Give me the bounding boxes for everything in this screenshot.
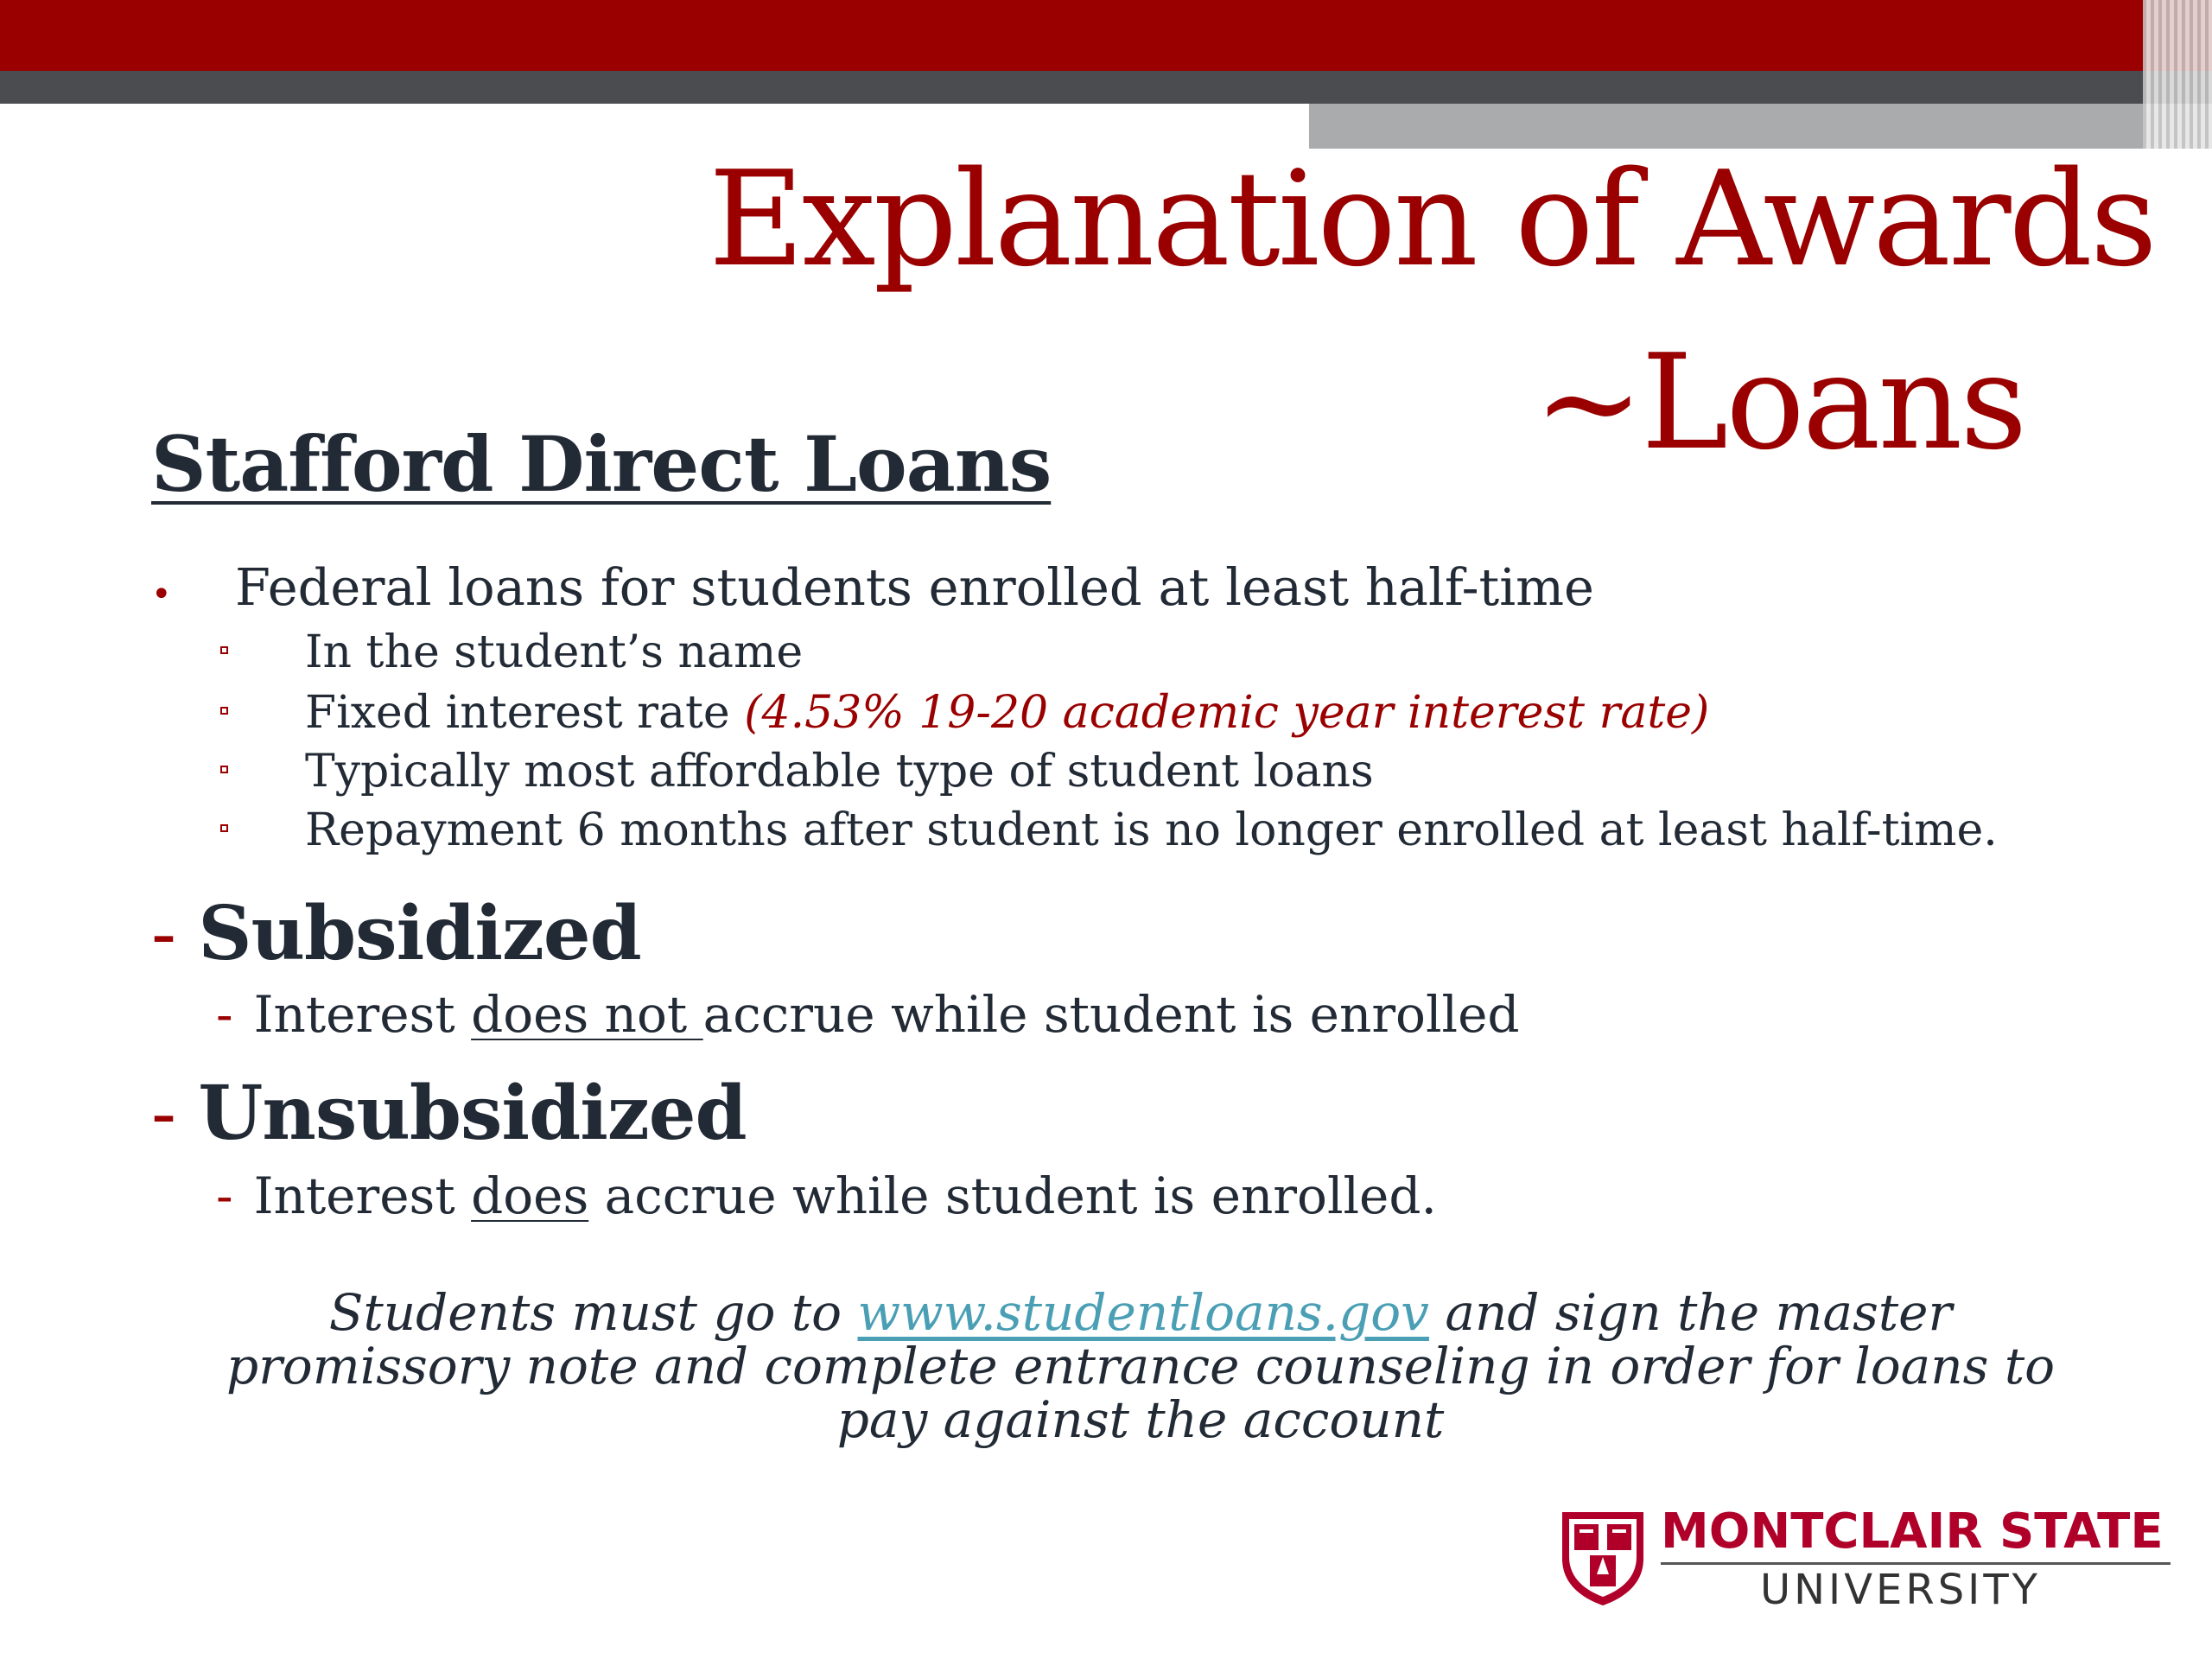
unsubsidized-pre: Interest [253, 1166, 472, 1225]
unsubsidized-detail [216, 1166, 1437, 1225]
subsidized-title: Subsidized [198, 890, 641, 977]
square-bullet-icon [220, 646, 228, 654]
header-red-bar [0, 0, 2212, 71]
unsubsidized-post: accrue while student is enrolled. [588, 1166, 1437, 1225]
unsubsidized-emphasis: does [471, 1166, 589, 1225]
sub-bullet-text: Repayment 6 months after student is no longer enrolled at least half-time. [305, 804, 1998, 856]
dash-icon: - [151, 1071, 199, 1157]
unsubsidized-title: Unsubsidized [198, 1070, 747, 1157]
logo-subtitle: UNIVERSITY [1760, 1566, 2041, 1614]
footnote-post: and sign the master promissory note and complete entrance counseling in order for loans to pay against the account [226, 1283, 2056, 1449]
sub-bullet-text [305, 683, 1709, 743]
subsidized-post: accrue while student is enrolled [702, 985, 1520, 1044]
logo-name: MONTCLAIR STATE [1661, 1503, 2164, 1560]
sub-bullet-text: Typically most affordable type of student loans [305, 746, 1374, 798]
header-dark-bar [0, 71, 2212, 104]
title-line-2: ~Loans [1534, 326, 2025, 479]
sub-bullet-text: In the student’s name [305, 626, 804, 678]
university-logo [1555, 1503, 2177, 1614]
subsidized-pre: Interest [253, 985, 472, 1044]
unsubsidized-heading [151, 1070, 747, 1157]
bullet-dot-icon: • [151, 575, 172, 614]
dash-icon: - [216, 985, 233, 1044]
square-bullet-icon [220, 707, 228, 715]
bullet-text: Federal loans for students enrolled at least half-time [235, 557, 1594, 617]
header-stripes [2143, 0, 2212, 149]
interest-rate-note: (4.53% 19-20 academic year interest rate) [744, 687, 1710, 739]
square-bullet-icon [220, 824, 228, 832]
title-line-1: Explanation of Awards [709, 143, 2155, 296]
section-heading: Stafford Direct Loans [151, 419, 1052, 509]
subsidized-heading [151, 890, 641, 977]
subsidized-emphasis: does not [471, 985, 703, 1044]
dash-icon: - [216, 1166, 233, 1225]
footnote-pre: Students must go to [328, 1283, 858, 1342]
interest-label: Fixed interest rate [305, 687, 745, 739]
shield-icon [1555, 1505, 1650, 1607]
logo-divider [1661, 1562, 2171, 1565]
dash-icon: - [151, 891, 199, 977]
studentloans-link[interactable]: www.studentloans.gov [857, 1283, 1429, 1342]
footnote [199, 1283, 2082, 1449]
subsidized-detail [216, 985, 1520, 1044]
square-bullet-icon [220, 766, 228, 773]
